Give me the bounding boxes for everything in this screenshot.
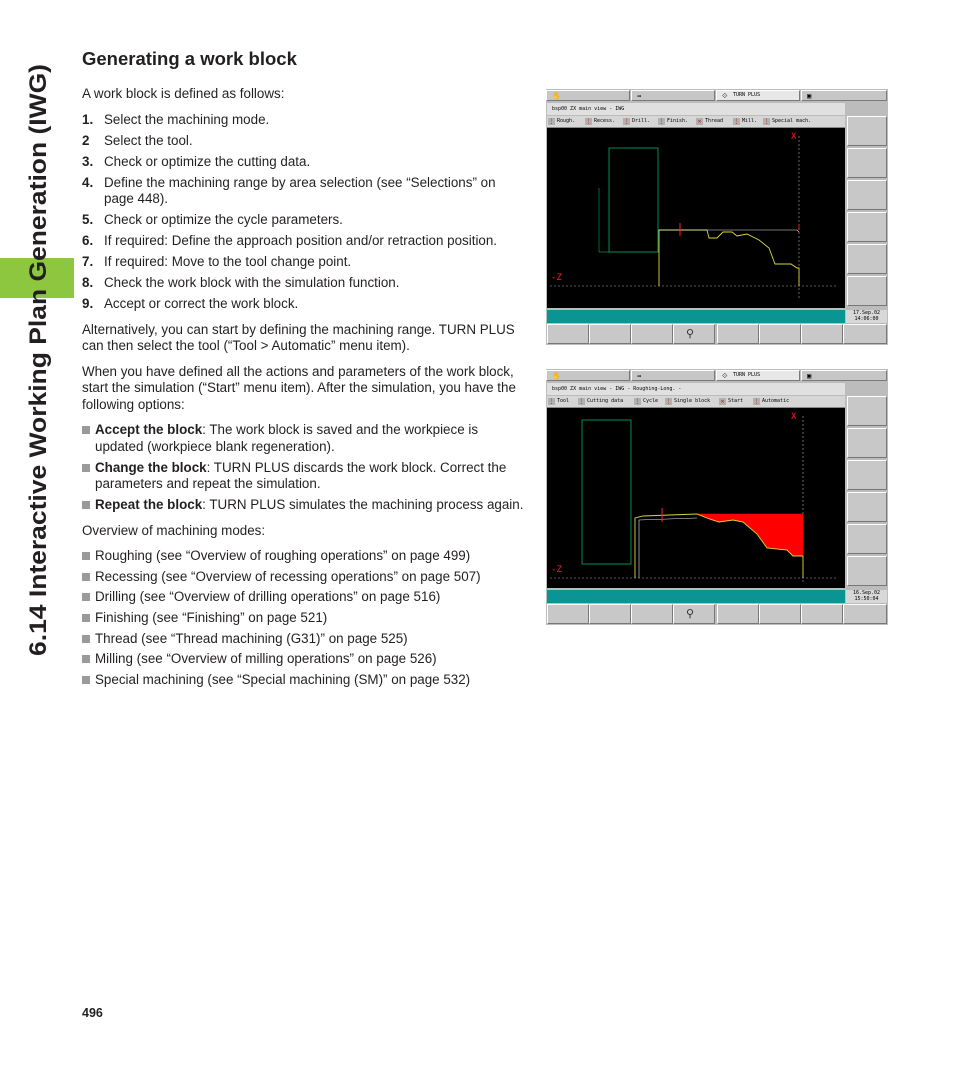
softkey-r6[interactable] bbox=[847, 276, 887, 306]
menu-drill[interactable]: ⋮ Drill. bbox=[623, 118, 651, 125]
step-number: 1. bbox=[82, 111, 94, 127]
menu-bar bbox=[547, 396, 845, 408]
bullet-square-icon bbox=[82, 655, 90, 663]
mode-text: Finishing (see “Finishing” on page 521) bbox=[95, 610, 328, 626]
softkeys-bottom bbox=[547, 604, 887, 624]
date-time bbox=[846, 310, 887, 323]
step-number: 8. bbox=[82, 275, 94, 290]
step-number: 9. bbox=[82, 296, 94, 311]
body-text bbox=[82, 86, 527, 698]
step-number: 7. bbox=[82, 254, 94, 269]
softkey-r5[interactable] bbox=[847, 524, 887, 554]
option-text: : TURN PLUS discards the work block. Correct the parameters and repeat the simulation. bbox=[95, 459, 507, 491]
mode-text: Special machining (see “Special machining (SM)” on page 532) bbox=[95, 672, 471, 688]
softkey-b7[interactable] bbox=[801, 604, 843, 624]
page-number: 496 bbox=[82, 1006, 103, 1020]
graphics-canvas[interactable] bbox=[547, 408, 845, 588]
message-bar bbox=[547, 590, 845, 603]
softkey-b1[interactable] bbox=[547, 604, 589, 624]
bullet-square-icon bbox=[82, 593, 90, 601]
step-text: Check or optimize the cycle parameters. bbox=[104, 212, 343, 227]
softkey-r2[interactable] bbox=[847, 148, 887, 178]
softkey-b6[interactable] bbox=[759, 324, 801, 344]
mode-text: Thread (see “Thread machining (G31)” on page 525) bbox=[95, 630, 408, 646]
menu-cycle[interactable]: ⋮ Cycle bbox=[634, 398, 659, 405]
status-line: bsp00 ZX main view - IWG bbox=[547, 103, 845, 115]
top-tabs bbox=[546, 89, 888, 102]
side-chapter-title bbox=[12, 60, 60, 660]
axis-x-label: X bbox=[791, 412, 797, 422]
softkey-b5[interactable] bbox=[717, 324, 759, 344]
step-item bbox=[82, 275, 527, 292]
time-text: 14:06:00 bbox=[854, 315, 879, 322]
axis-z-label: -Z bbox=[551, 273, 562, 283]
mode-text: Milling (see “Overview of milling operations” on page 526) bbox=[95, 651, 437, 667]
option-item bbox=[82, 422, 527, 455]
softkey-b5[interactable] bbox=[717, 604, 759, 624]
bullet-square-icon bbox=[82, 573, 90, 581]
graphics-canvas[interactable] bbox=[547, 128, 845, 308]
option-name: Accept the block bbox=[95, 422, 203, 437]
option-text: : The work block is saved and the workpiece is updated (workpiece blank regeneration). bbox=[95, 422, 479, 454]
date-time bbox=[846, 590, 887, 603]
mode-text: Roughing (see “Overview of roughing operations” on page 499) bbox=[95, 548, 471, 563]
softkey-b2[interactable] bbox=[589, 604, 631, 624]
tab-save[interactable] bbox=[801, 370, 887, 381]
menu-special-mach[interactable]: ⋮ Special mach. bbox=[763, 118, 812, 125]
alternative-paragraph: Alternatively, you can start by defining the machining range. TURN PLUS can then select the tool (“Tool > Automatic” menu item). bbox=[82, 321, 515, 353]
step-text: If required: Move to the tool change point. bbox=[104, 254, 352, 269]
step-item bbox=[82, 154, 527, 171]
step-text: Check the work block with the simulation function. bbox=[104, 275, 400, 290]
step-number: 5. bbox=[82, 212, 94, 227]
mode-text: Recessing (see “Overview of recessing operations” on page 507) bbox=[95, 568, 481, 584]
softkey-b3[interactable] bbox=[631, 604, 673, 624]
step-number: 6. bbox=[82, 233, 94, 248]
key-icon: ⚲ bbox=[686, 607, 695, 620]
tab-program[interactable] bbox=[631, 370, 715, 381]
softkey-r3[interactable] bbox=[847, 460, 887, 490]
screenshot-roughing-simulation bbox=[546, 369, 888, 625]
softkey-r5[interactable] bbox=[847, 244, 887, 274]
arrow-icon: ⇛ bbox=[637, 92, 642, 100]
tab-turn-plus-label: TURN PLUS bbox=[733, 372, 761, 378]
disk-icon: ▣ bbox=[807, 372, 812, 380]
bullet-square-icon bbox=[82, 552, 90, 560]
tab-program[interactable] bbox=[631, 90, 715, 101]
mode-text: Drilling (see “Overview of drilling operations” on page 516) bbox=[95, 589, 441, 605]
softkey-b1[interactable] bbox=[547, 324, 589, 344]
disk-icon: ▣ bbox=[807, 92, 812, 100]
bullet-square-icon bbox=[82, 614, 90, 622]
menu-automatic[interactable]: ⋮ Automatic bbox=[753, 398, 790, 405]
step-item bbox=[82, 112, 527, 129]
bullet-square-icon bbox=[82, 501, 90, 509]
message-bar bbox=[547, 310, 845, 323]
turn-plus-icon: ⟐ bbox=[722, 92, 728, 100]
menu-thread[interactable]: ✕ Thread bbox=[697, 118, 724, 125]
menu-rough[interactable]: ⋮ Rough. bbox=[548, 118, 576, 125]
step-text: Select the tool. bbox=[104, 132, 193, 148]
step-text: Accept or correct the work block. bbox=[104, 296, 299, 311]
tab-turn-plus-label: TURN PLUS bbox=[733, 92, 761, 98]
step-item bbox=[82, 233, 527, 250]
menu-tool[interactable]: ⋮ Tool bbox=[548, 398, 570, 405]
tab-turn-plus[interactable] bbox=[716, 90, 800, 101]
softkeys-right bbox=[846, 396, 888, 589]
overview-title: Overview of machining modes: bbox=[82, 522, 266, 538]
simulation-paragraph: When you have defined all the actions and parameters of the work block, start the simulation (“Start” menu item). After the simulation, you have the following options: bbox=[82, 363, 516, 412]
tab-turn-plus[interactable] bbox=[716, 370, 800, 381]
arrow-icon: ⇛ bbox=[637, 372, 642, 380]
softkey-r1[interactable] bbox=[847, 116, 887, 146]
softkey-r1[interactable] bbox=[847, 396, 887, 426]
bullet-square-icon bbox=[82, 635, 90, 643]
step-item bbox=[82, 254, 527, 271]
date-text: 16.Sep.02 bbox=[852, 590, 881, 596]
step-text: Check or optimize the cutting data. bbox=[104, 153, 311, 169]
softkey-b6[interactable] bbox=[759, 604, 801, 624]
options-list bbox=[82, 422, 527, 514]
menu-mill[interactable]: ⋮ Mill. bbox=[733, 118, 758, 125]
side-title-text: 6.14 Interactive Working Plan Generation (IWG) bbox=[25, 107, 52, 656]
tab-save[interactable] bbox=[801, 90, 887, 101]
status-line: bsp00 ZX main view - IWG - Roughing-Long. - bbox=[547, 383, 845, 395]
axis-z-label: -Z bbox=[551, 565, 562, 575]
intro-paragraph: A work block is defined as follows: bbox=[82, 86, 285, 101]
option-name: Repeat the block bbox=[95, 497, 203, 512]
step-text: Select the machining mode. bbox=[104, 111, 270, 127]
turn-plus-icon: ⟐ bbox=[722, 372, 728, 380]
key-icon: ⚲ bbox=[686, 327, 695, 340]
step-text: If required: Define the approach position and/or retraction position. bbox=[104, 233, 498, 248]
softkeys-bottom bbox=[547, 324, 887, 344]
modes-list bbox=[82, 548, 527, 689]
option-name: Change the block bbox=[95, 459, 207, 475]
softkey-r6[interactable] bbox=[847, 556, 887, 586]
option-item bbox=[82, 460, 527, 493]
tab-hand[interactable] bbox=[546, 90, 630, 101]
step-item bbox=[82, 175, 527, 208]
hand-icon: ✋ bbox=[552, 372, 561, 380]
menu-start[interactable]: ✕ Start bbox=[720, 398, 744, 405]
mode-item bbox=[82, 631, 527, 648]
softkey-r4[interactable] bbox=[847, 492, 887, 522]
softkey-r3[interactable] bbox=[847, 180, 887, 210]
softkey-r2[interactable] bbox=[847, 428, 887, 458]
mode-item bbox=[82, 548, 527, 565]
softkey-b4[interactable] bbox=[673, 324, 715, 344]
step-number: 3. bbox=[82, 153, 94, 169]
bullet-square-icon bbox=[82, 676, 90, 684]
softkey-b3[interactable] bbox=[631, 324, 673, 344]
date-text: 17.Sep.02 bbox=[852, 310, 881, 316]
tab-hand[interactable] bbox=[546, 370, 630, 381]
mode-item bbox=[82, 651, 527, 668]
softkey-b8[interactable] bbox=[843, 324, 887, 344]
steps-list bbox=[82, 112, 527, 313]
softkey-b8[interactable] bbox=[843, 604, 887, 624]
menu-cutting-data[interactable]: ⋮ Cutting data bbox=[578, 398, 624, 405]
mode-item bbox=[82, 610, 527, 627]
bullet-square-icon bbox=[82, 426, 90, 434]
hand-icon: ✋ bbox=[552, 92, 561, 100]
mode-item bbox=[82, 672, 527, 689]
mode-item bbox=[82, 589, 527, 606]
step-number: 2 bbox=[82, 132, 90, 148]
screenshot-roughing-menu bbox=[546, 89, 888, 345]
softkey-r4[interactable] bbox=[847, 212, 887, 242]
menu-single-block[interactable]: ⋮ Single block bbox=[665, 398, 711, 405]
option-item bbox=[82, 497, 527, 514]
menu-recess[interactable]: ⋮ Recess. bbox=[585, 118, 616, 125]
step-item bbox=[82, 212, 527, 229]
step-item bbox=[82, 133, 527, 150]
softkey-b2[interactable] bbox=[589, 324, 631, 344]
menu-finish[interactable]: ⋮ Finish. bbox=[658, 118, 689, 125]
top-tabs bbox=[546, 369, 888, 382]
step-item bbox=[82, 296, 527, 313]
option-text: : TURN PLUS simulates the machining process again. bbox=[202, 497, 524, 512]
step-number: 4. bbox=[82, 174, 94, 190]
axis-x-label: X bbox=[791, 132, 797, 142]
bullet-square-icon bbox=[82, 464, 90, 472]
step-text: Define the machining range by area selection (see “Selections” on page 448). bbox=[104, 174, 496, 206]
mode-item bbox=[82, 569, 527, 586]
softkey-b4[interactable] bbox=[673, 604, 715, 624]
softkey-b7[interactable] bbox=[801, 324, 843, 344]
softkeys-right bbox=[846, 116, 888, 309]
section-title: Generating a work block bbox=[82, 48, 297, 69]
time-text: 15:50:04 bbox=[854, 595, 879, 602]
menu-bar bbox=[547, 116, 845, 128]
